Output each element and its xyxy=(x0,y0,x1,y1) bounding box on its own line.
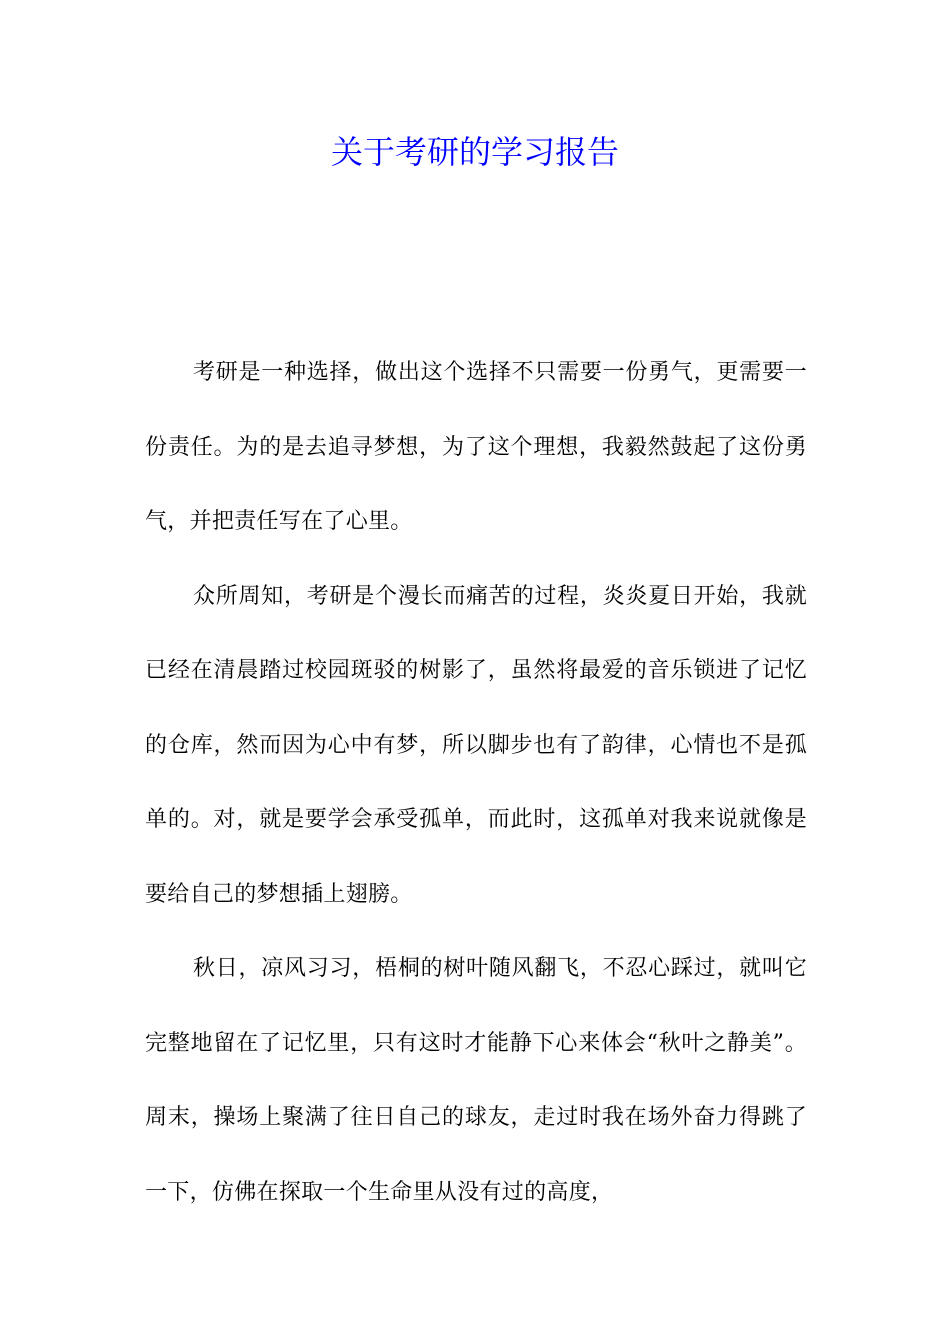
document-title: 关于考研的学习报告 xyxy=(330,133,619,171)
document-body xyxy=(145,336,807,1230)
paragraph-2: 众所周知，考研是个漫长而痛苦的过程，炎炎夏日开始，我就已经在清晨踏过校园斑驳的树影了，虽然将最爱的音乐锁进了记忆的仓库，然而因为心中有梦，所以脚步也有了韵律，心情也不是孤单的。对，就是要学会承受孤单，而此时，这孤单对我来说就像是要给自己的梦想插上翅膀。 xyxy=(145,583,807,907)
paragraph-1: 考研是一种选择，做出这个选择不只需要一份勇气，更需要一份责任。为的是去追寻梦想，为了这个理想，我毅然鼓起了这份勇气，并把责任写在了心里。 xyxy=(145,360,807,534)
paragraph-3: 秋日，凉风习习，梧桐的树叶随风翻飞，不忍心踩过，就叫它完整地留在了记忆里，只有这时才能静下心来体会“秋叶之静美”。周末，操场上聚满了往日自己的球友，走过时我在场外奋力得跳了一下，仿佛在探取一个生命里从没有过的高度， xyxy=(145,956,807,1205)
